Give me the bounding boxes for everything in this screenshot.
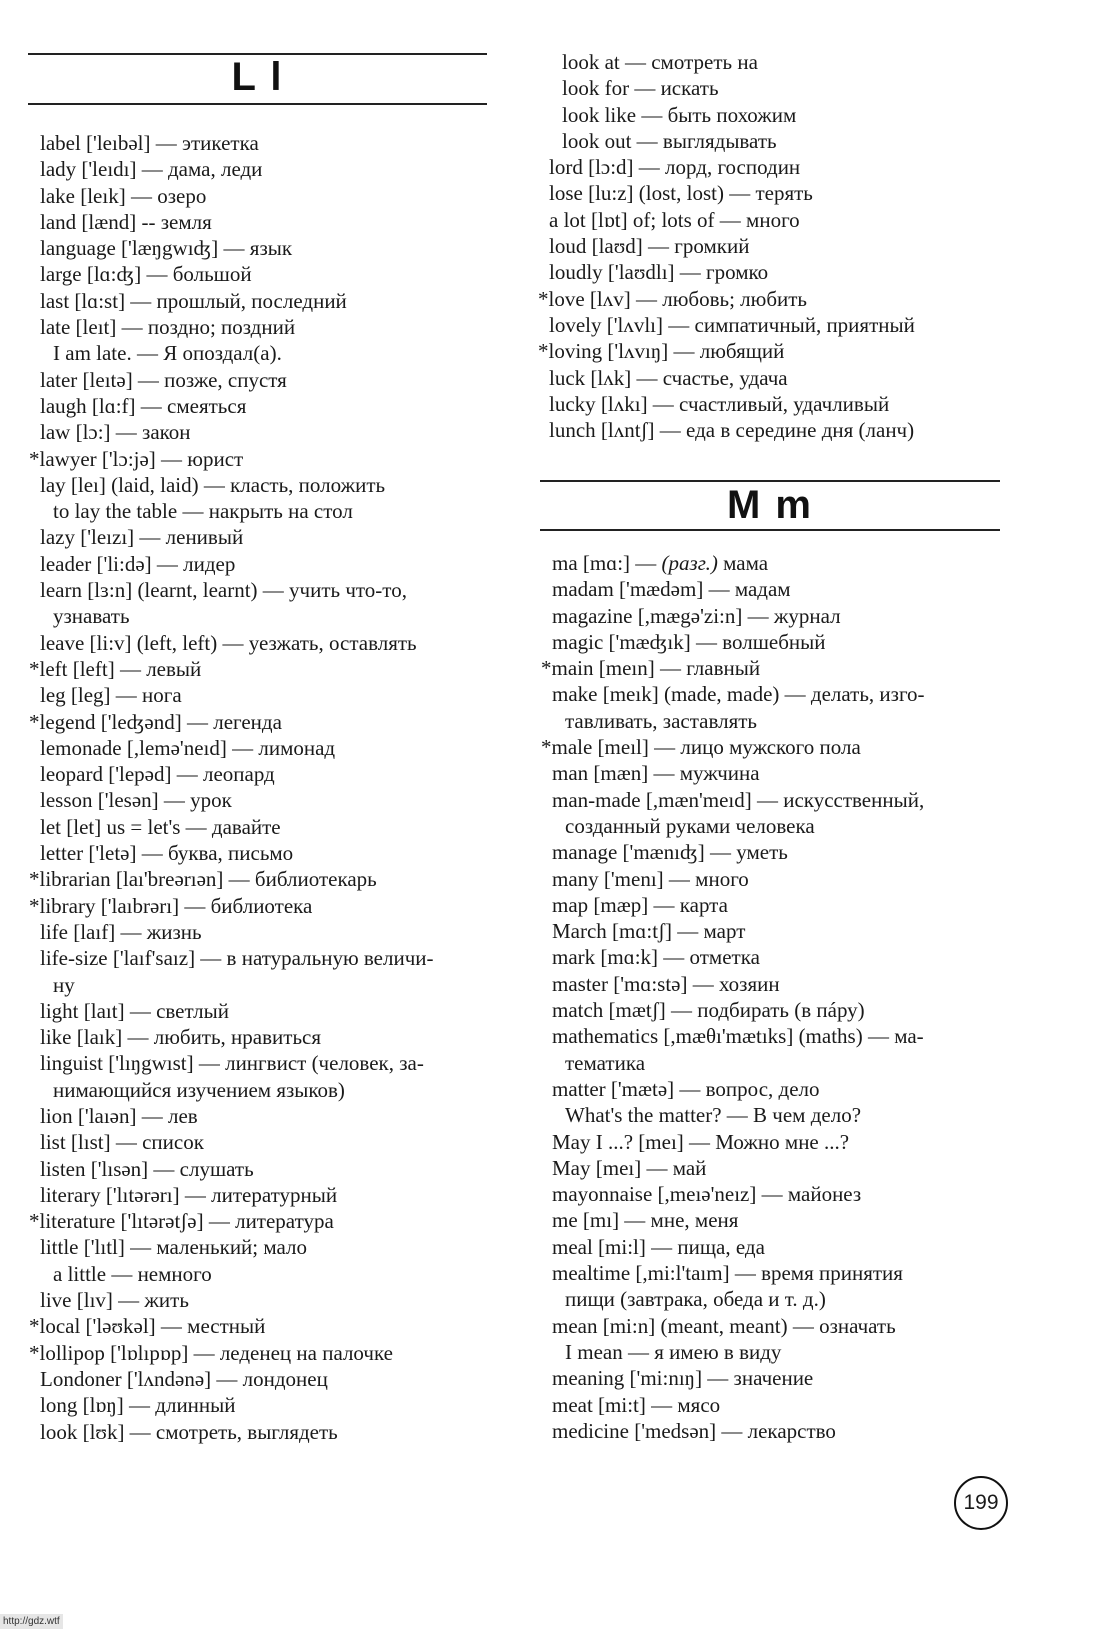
entry-continuation xyxy=(53,1077,447,1103)
entry-text: mealtime [,mi:l'taım] — время принятия xyxy=(552,1261,903,1286)
entry-text: lose [lu:z] (lost, lost) — терять xyxy=(549,181,813,206)
dictionary-entry xyxy=(40,235,434,261)
dictionary-entry xyxy=(552,1023,925,1049)
dictionary-entry xyxy=(40,814,434,840)
m-section-bottom-rule xyxy=(540,529,1000,531)
entry-text: medicine ['medsən] — лекарство xyxy=(552,1418,836,1443)
entry-text: match [mætʃ] — подбирать (в пáру) xyxy=(552,998,865,1023)
dictionary-entry xyxy=(40,393,434,419)
entry-text: list [lıst] — список xyxy=(40,1130,204,1155)
dictionary-entry xyxy=(552,866,925,892)
entry-text: lady ['leıdı] — дама, леди xyxy=(40,157,263,182)
dictionary-entry xyxy=(40,998,434,1024)
entry-text: loud [laʊd] — громкий xyxy=(549,234,750,259)
entry-text: matter ['mætə] — вопрос, дело xyxy=(552,1076,820,1101)
dictionary-entry xyxy=(40,367,434,393)
entry-text: May I ...? [meı] — Можно мне ...? xyxy=(552,1129,850,1154)
entry-text: life [laıf] — жизнь xyxy=(40,919,202,944)
dictionary-entry xyxy=(29,1340,423,1366)
dictionary-entry xyxy=(549,207,915,233)
entry-text: lord [lɔ:d] — лорд, господин xyxy=(549,155,801,180)
dictionary-entry xyxy=(552,1313,925,1339)
entry-text: I am late. — Я опоздал(а). xyxy=(53,341,282,366)
dictionary-entry xyxy=(40,1419,434,1445)
dictionary-entry xyxy=(552,1260,925,1286)
dictionary-entry xyxy=(40,787,434,813)
entry-text: leave [li:v] (left, left) — уезжать, оставлять xyxy=(40,630,417,655)
dictionary-entry xyxy=(541,655,914,681)
dictionary-entry xyxy=(40,1392,434,1418)
entry-text: *love [lʌv] — любовь; любить xyxy=(538,286,808,311)
entry-text: meaning ['mi:nıŋ] — значение xyxy=(552,1366,814,1391)
entry-text: live [lıv] — жить xyxy=(40,1288,189,1313)
entry-text: make [meık] (made, made) — делать, изго- xyxy=(552,682,925,707)
sub-entry xyxy=(53,340,447,366)
entry-text: man [mæn] — мужчина xyxy=(552,761,760,786)
dictionary-entry xyxy=(40,261,434,287)
entry-text: lesson ['lesən] — урок xyxy=(40,788,232,813)
entry-text: *legend ['leʤənd] — легенда xyxy=(29,709,282,734)
dictionary-entry xyxy=(541,734,914,760)
dictionary-entry xyxy=(40,1050,434,1076)
left-column-entries xyxy=(29,130,434,1445)
entry-text: to lay the table — накрыть на стол xyxy=(53,499,353,524)
right-column-m-entries xyxy=(541,550,925,1444)
entry-text: meal [mi:l] — пища, еда xyxy=(552,1234,765,1259)
dictionary-entry xyxy=(549,365,915,391)
entry-text: look for — искать xyxy=(562,76,719,101)
dictionary-entry xyxy=(552,997,925,1023)
entry-text: look at — смотреть на xyxy=(562,50,758,74)
dictionary-entry xyxy=(40,761,434,787)
entry-text: *male [meıl] — лицо мужского пола xyxy=(541,735,861,760)
entry-text: late [leıt] — поздно; поздний xyxy=(40,315,296,340)
entry-text: lake [leık] — озеро xyxy=(40,183,207,208)
entry-translation: мама xyxy=(717,551,769,575)
entry-text: a little — немного xyxy=(53,1261,212,1286)
entry-text: What's the matter? — В чем дело? xyxy=(565,1103,862,1128)
entry-continuation xyxy=(53,972,447,998)
entry-continuation xyxy=(565,708,938,734)
dictionary-entry xyxy=(40,735,434,761)
dictionary-entry xyxy=(40,1182,434,1208)
dictionary-entry xyxy=(552,839,925,865)
entry-text: I mean — я имею в виду xyxy=(565,1339,782,1364)
dictionary-entry xyxy=(552,971,925,997)
entry-text: узнавать xyxy=(53,604,130,629)
watermark: http://gdz.wtf xyxy=(0,1614,63,1629)
dictionary-entry xyxy=(40,682,434,708)
l-section-heading: L l xyxy=(231,55,284,99)
dictionary-entry xyxy=(549,417,915,443)
entry-text: *left [left] — левый xyxy=(29,656,202,681)
entry-text: look out — выглядывать xyxy=(562,128,777,153)
entry-text: many ['menı] — много xyxy=(552,866,749,891)
dictionary-entry xyxy=(40,840,434,866)
dictionary-entry xyxy=(40,1103,434,1129)
entry-text: law [lɔ:] — закон xyxy=(40,420,191,445)
entry-text: lucky [lʌkı] — счастливый, удачливый xyxy=(549,391,890,416)
dictionary-entry xyxy=(549,391,915,417)
dictionary-entry xyxy=(538,338,904,364)
dictionary-entry xyxy=(552,760,925,786)
dictionary-entry xyxy=(552,787,925,813)
dictionary-entry xyxy=(40,1024,434,1050)
entry-continuation xyxy=(565,1050,938,1076)
dictionary-entry xyxy=(552,576,925,602)
entry-text: master ['mɑ:stə] — хозяин xyxy=(552,971,780,996)
entry-text: magic ['mæʤık] — волшебный xyxy=(552,629,826,654)
dictionary-entry xyxy=(552,1155,925,1181)
dictionary-entry xyxy=(549,154,915,180)
dictionary-entry xyxy=(40,1156,434,1182)
entry-text: later [leıtə] — позже, спустя xyxy=(40,367,287,392)
entry-text: little ['lıtl] — маленький; мало xyxy=(40,1235,308,1260)
dictionary-entry xyxy=(40,1366,434,1392)
entry-text: lovely ['lʌvlı] — симпатичный, приятный xyxy=(549,312,915,337)
entry-text: meat [mi:t] — мясо xyxy=(552,1392,721,1417)
page-number: 199 xyxy=(954,1476,1008,1530)
dictionary-entry xyxy=(549,312,915,338)
entry-text: ma [mɑ:] — xyxy=(552,551,662,575)
entry-text: пищи (завтрака, обеда и т. д.) xyxy=(565,1287,826,1312)
entry-text: *literature ['lıtərətʃə] — литература xyxy=(29,1209,334,1234)
sub-entry xyxy=(562,102,928,128)
dictionary-entry xyxy=(40,919,434,945)
dictionary-entry xyxy=(29,446,423,472)
entry-text: literary ['lıtərərı] — литературный xyxy=(40,1182,338,1207)
m-section-heading: M m xyxy=(727,483,813,527)
dictionary-entry xyxy=(538,286,904,312)
entry-text: look [lʊk] — смотреть, выглядеть xyxy=(40,1419,338,1444)
entry-continuation xyxy=(565,1286,938,1312)
entry-text: loudly ['laʊdlı] — громко xyxy=(549,260,769,285)
dictionary-entry xyxy=(29,709,423,735)
dictionary-entry xyxy=(40,551,434,577)
usage-label: (разг.) xyxy=(661,551,718,575)
entry-text: May [meı] — май xyxy=(552,1155,707,1180)
entry-text: leader ['li:də] — лидер xyxy=(40,551,236,576)
entry-text: look like — быть похожим xyxy=(562,102,797,127)
dictionary-entry xyxy=(552,944,925,970)
dictionary-entry xyxy=(549,259,915,285)
entry-text: language ['læŋgwıʤ] — язык xyxy=(40,236,293,261)
dictionary-entry xyxy=(552,1365,925,1391)
entry-text: magazine [,mægə'zi:n] — журнал xyxy=(552,603,841,628)
entry-continuation xyxy=(53,603,447,629)
entry-text: lion ['laıən] — лев xyxy=(40,1103,198,1128)
dictionary-entry xyxy=(40,314,434,340)
entry-text: lazy ['leızı] — ленивый xyxy=(40,525,244,550)
dictionary-entry xyxy=(40,288,434,314)
entry-text: large [lɑ:ʤ] — большой xyxy=(40,262,252,287)
entry-text: mean [mi:n] (meant, meant) — означать xyxy=(552,1313,896,1338)
dictionary-entry xyxy=(29,866,423,892)
dictionary-entry xyxy=(29,656,423,682)
entry-text: listen ['lısən] — слушать xyxy=(40,1156,254,1181)
dictionary-entry xyxy=(40,1287,434,1313)
entry-text: *loving ['lʌvıŋ] — любящий xyxy=(538,339,785,364)
entry-text: lemonade [,lemə'neıd] — лимонад xyxy=(40,735,336,760)
entry-text: learn [lɜ:n] (learnt, learnt) — учить что-то, xyxy=(40,578,407,603)
dictionary-entry xyxy=(552,1418,925,1444)
sub-entry xyxy=(562,75,928,101)
dictionary-entry xyxy=(40,419,434,445)
sub-entry xyxy=(53,498,447,524)
entry-text: a lot [lɒt] of; lots of — много xyxy=(549,207,800,232)
dictionary-entry xyxy=(552,1181,925,1207)
entry-text: life-size ['laıf'saız] — в натуральную величи- xyxy=(40,946,434,971)
dictionary-entry xyxy=(552,1076,925,1102)
dictionary-entry xyxy=(40,472,434,498)
dictionary-entry xyxy=(549,180,915,206)
dictionary-entry xyxy=(552,1129,925,1155)
entry-text: *lollipop ['lɒlıpɒp] — леденец на палочке xyxy=(29,1340,393,1365)
sub-entry xyxy=(565,1339,938,1365)
entry-text: mathematics [,mæθı'mætıks] (maths) — ма- xyxy=(552,1024,924,1049)
entry-text: long [lɒŋ] — длинный xyxy=(40,1393,236,1418)
entry-text: leg [leg] — нога xyxy=(40,683,182,708)
sub-entry xyxy=(562,49,928,75)
dictionary-entry xyxy=(40,156,434,182)
dictionary-entry xyxy=(40,630,434,656)
dictionary-entry xyxy=(40,577,434,603)
entry-text: mark [mɑ:k] — отметка xyxy=(552,945,760,970)
entry-text: Londoner ['lʌndənə] — лондонец xyxy=(40,1366,328,1391)
entry-text: нимающийся изучением языков) xyxy=(53,1077,345,1102)
dictionary-entry xyxy=(40,130,434,156)
dictionary-entry xyxy=(552,1392,925,1418)
dictionary-entry xyxy=(40,945,434,971)
sub-entry xyxy=(562,128,928,154)
dictionary-entry xyxy=(40,524,434,550)
entry-text: last [lɑ:st] — прошлый, последний xyxy=(40,288,347,313)
entry-text: *local ['ləʊkəl] — местный xyxy=(29,1314,266,1339)
entry-text: *lawyer ['lɔ:jə] — юрист xyxy=(29,446,244,471)
dictionary-entry xyxy=(552,603,925,629)
l-section-bottom-rule xyxy=(28,103,487,105)
dictionary-entry xyxy=(549,233,915,259)
entry-text: madam ['mædəm] — мадам xyxy=(552,577,791,602)
dictionary-entry xyxy=(40,183,434,209)
dictionary-entry xyxy=(552,629,925,655)
entry-text: linguist ['lıŋgwıst] — лингвист (человек, за- xyxy=(40,1051,424,1076)
dictionary-entry xyxy=(552,1207,925,1233)
entry-text: me [mı] — мне, меня xyxy=(552,1208,739,1233)
sub-entry xyxy=(565,1102,938,1128)
m-section-top-rule xyxy=(540,480,1000,482)
entry-text: March [mɑ:tʃ] — март xyxy=(552,919,746,944)
entry-text: map [mæp] — карта xyxy=(552,892,728,917)
dictionary-entry xyxy=(552,550,925,576)
dictionary-entry xyxy=(40,1129,434,1155)
dictionary-entry xyxy=(40,209,434,235)
entry-text: lay [leı] (laid, laid) — класть, положить xyxy=(40,472,386,497)
entry-text: man-made [,mæn'meıd] — искусственный, xyxy=(552,787,925,812)
entry-text: luck [lʌk] — счастье, удача xyxy=(549,365,788,390)
entry-text: like [laık] — любить, нравиться xyxy=(40,1025,322,1050)
entry-text: letter ['letə] — буква, письмо xyxy=(40,841,294,866)
entry-text: leopard ['lepəd] — леопард xyxy=(40,762,275,787)
dictionary-entry xyxy=(552,681,925,707)
sub-entry xyxy=(53,1261,447,1287)
dictionary-entry xyxy=(552,1234,925,1260)
dictionary-entry xyxy=(552,892,925,918)
entry-text: land [lænd] -- земля xyxy=(40,209,212,234)
entry-text: laugh [lɑ:f] — смеяться xyxy=(40,393,247,418)
entry-text: ну xyxy=(53,972,75,997)
entry-text: тавливать, заставлять xyxy=(565,708,758,733)
dictionary-entry xyxy=(40,1234,434,1260)
entry-text: lunch [lʌntʃ] — еда в середине дня (ланч) xyxy=(549,418,915,443)
entry-text: *main [meın] — главный xyxy=(541,656,761,681)
entry-text: созданный руками человека xyxy=(565,813,815,838)
entry-text: manage ['mænıʤ] — уметь xyxy=(552,840,788,865)
entry-text: тематика xyxy=(565,1050,646,1075)
entry-text: mayonnaise [,meıə'neız] — майонез xyxy=(552,1182,862,1207)
dictionary-entry xyxy=(29,893,423,919)
entry-text: *library ['laıbrərı] — библиотека xyxy=(29,893,313,918)
dictionary-entry xyxy=(29,1208,423,1234)
dictionary-entry xyxy=(29,1313,423,1339)
right-column-l-entries xyxy=(538,49,915,443)
entry-text: let [let] us = let's — давайте xyxy=(40,814,281,839)
entry-text: label ['leıbəl] — этикетка xyxy=(40,131,259,155)
entry-text: light [laıt] — светлый xyxy=(40,998,229,1023)
entry-continuation xyxy=(565,813,938,839)
entry-text: *librarian [laı'breərıən] — библиотекарь xyxy=(29,867,377,892)
dictionary-entry xyxy=(552,918,925,944)
